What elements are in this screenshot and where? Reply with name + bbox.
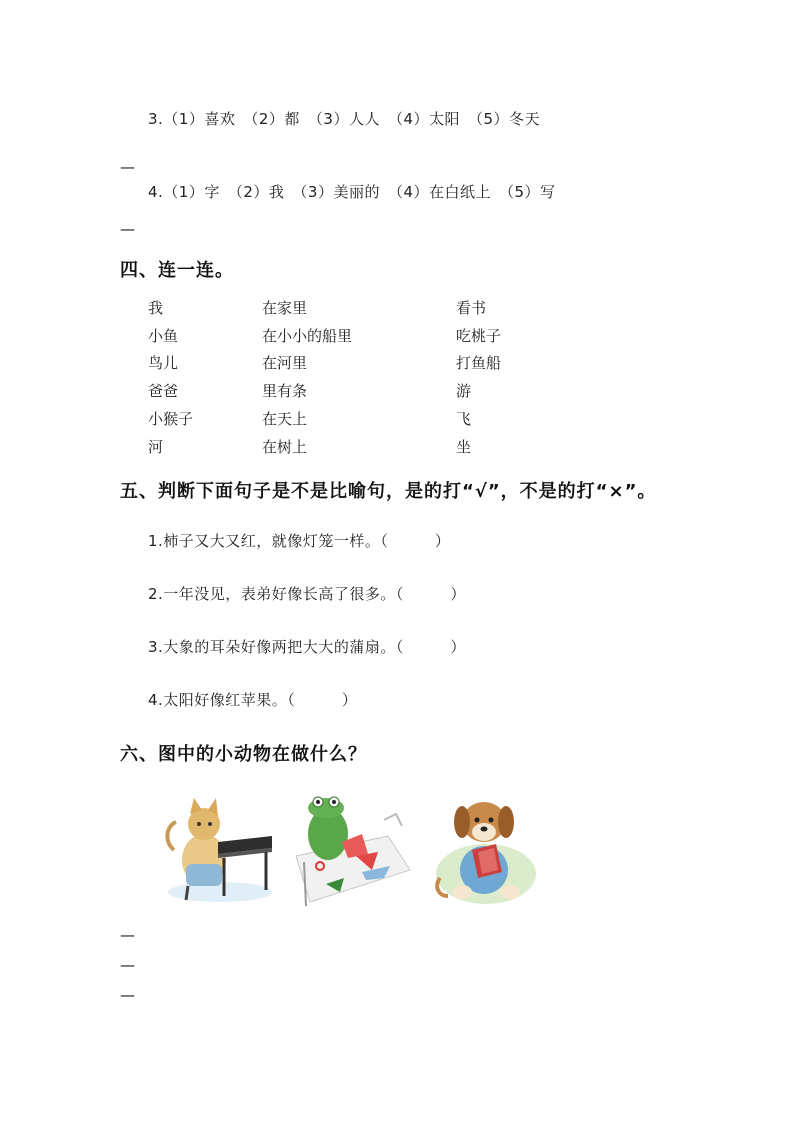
match-right-item: 打鱼船 xyxy=(456,354,502,372)
match-right-item: 游 xyxy=(456,382,472,400)
match-left-item: 小鱼 xyxy=(148,327,179,345)
match-left-item: 爸爸 xyxy=(148,382,179,400)
cat-playing-piano-illustration xyxy=(160,792,278,908)
match-middle-item: 里有条 xyxy=(262,382,308,400)
answer-line-q4: — xyxy=(120,220,135,238)
dog-reading-book-illustration xyxy=(432,792,540,908)
answer-line-pic-3: — xyxy=(120,986,135,1004)
match-right-item: 坐 xyxy=(456,438,472,456)
match-left-item: 小猴子 xyxy=(148,410,194,428)
question-4-options: 4.（1）字 （2）我 （3）美丽的 （4）在白纸上 （5）写 xyxy=(148,183,556,201)
match-middle-item: 在小小的船里 xyxy=(262,327,353,345)
section-4-heading: 四、连一连。 xyxy=(120,260,234,281)
match-left-item: 我 xyxy=(148,299,164,317)
match-right-item: 吃桃子 xyxy=(456,327,502,345)
judge-item-3: 3.大象的耳朵好像两把大大的蒲扇。（ ） xyxy=(148,638,466,656)
question-3-options: 3.（1）喜欢 （2）都 （3）人人 （4）太阳 （5）冬天 xyxy=(148,110,541,128)
match-middle-item: 在家里 xyxy=(262,299,308,317)
match-right-item: 看书 xyxy=(456,299,487,317)
answer-line-q3: — xyxy=(120,158,135,176)
section-5-heading: 五、判断下面句子是不是比喻句，是的打“√”，不是的打“×”。 xyxy=(120,481,657,502)
judge-item-2: 2.一年没见，表弟好像长高了很多。（ ） xyxy=(148,585,466,603)
animal-illustrations xyxy=(160,792,540,908)
judge-item-4: 4.太阳好像红苹果。（ ） xyxy=(148,691,358,709)
match-left-item: 河 xyxy=(148,438,164,456)
match-left-item: 鸟儿 xyxy=(148,354,179,372)
match-middle-item: 在天上 xyxy=(262,410,308,428)
answer-line-pic-1: — xyxy=(120,926,135,944)
match-middle-item: 在河里 xyxy=(262,354,308,372)
answer-line-pic-2: — xyxy=(120,956,135,974)
match-middle-item: 在树上 xyxy=(262,438,308,456)
section-6-heading: 六、图中的小动物在做什么？ xyxy=(120,744,367,765)
match-right-item: 飞 xyxy=(456,410,472,428)
frog-folding-paper-illustration xyxy=(292,792,414,908)
judge-item-1: 1.柿子又大又红，就像灯笼一样。（ ） xyxy=(148,532,451,550)
